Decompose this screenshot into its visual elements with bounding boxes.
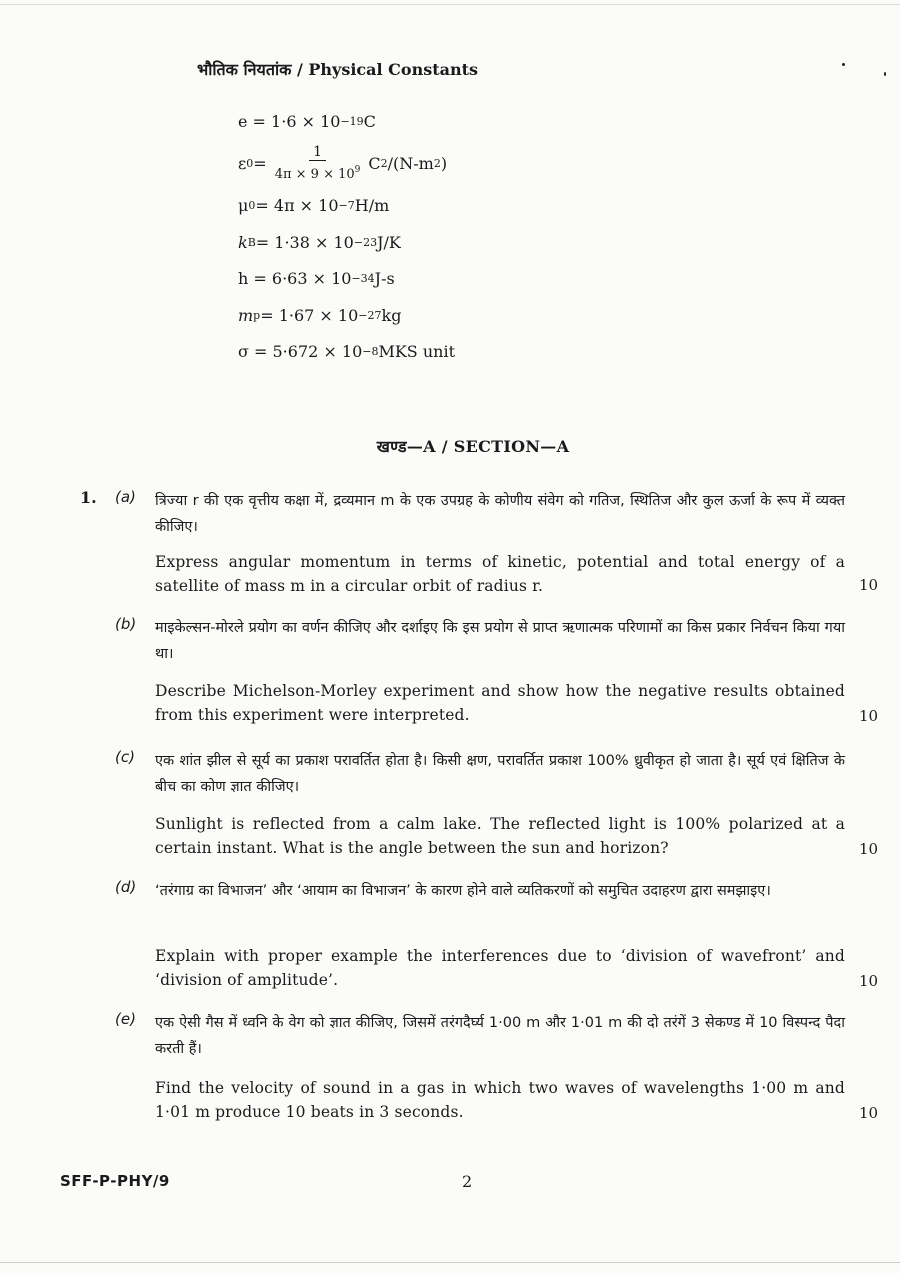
constant-permeability: μ 0 = 4π × 10 −7 H/m [238, 196, 390, 216]
constant-permittivity: ε 0 = $\frac{1}{4\pi \times 9 \times 10^9}$ C 2 /(N-m 2 ) [238, 143, 448, 182]
permittivity-fraction: $\frac{1}{4\pi \times 9 \times 10^9}$ [274, 143, 361, 182]
constants-list [238, 103, 455, 370]
constants-heading: भौतिक नियतांक / Physical Constants [197, 60, 478, 79]
part-marks: 10 [859, 840, 879, 858]
paper-code: SFF-P-PHY/9 [60, 1172, 170, 1190]
constant-boltzmann: k B = 1·38 × 10 −23 J/K [238, 232, 401, 252]
part-label: (e) [115, 1010, 136, 1028]
part-label: (d) [115, 878, 137, 896]
constant-stefan-boltzmann: σ = 5·672 × 10 −8 MKS unit [238, 342, 456, 362]
part-label: (b) [115, 615, 137, 633]
question-number: 1. [80, 488, 97, 507]
part-text-hindi: एक शांत झील से सूर्य का प्रकाश परावर्तित होता है। किसी क्षण, परावर्तित प्रकाश 100% ध्रुवीकृत हो जाता है। सूर्य एवं क्षितिज के बीच का कोण ज्ञात कीजिए। [155, 753, 845, 795]
part-marks: 10 [859, 1104, 879, 1122]
scan-edge-bottom [0, 1262, 900, 1263]
constant-electron-charge: e = 1·6 × 10 −19 C [238, 111, 376, 131]
part-marks: 10 [859, 707, 879, 725]
scan-speck [884, 72, 886, 76]
scan-edge-top [0, 4, 900, 5]
part-text-hindi: माइकेल्सन-मोरले प्रयोग का वर्णन कीजिए और दर्शाइए कि इस प्रयोग से प्राप्त ऋणात्मक परिणामों का किस प्रकार निर्वचन किया गया था। [155, 620, 845, 662]
constant-planck: h = 6·63 × 10 −34 J-s [238, 269, 395, 289]
part-label: (a) [115, 488, 136, 506]
part-text-english: Explain with proper example the interferences due to ‘division of wavefront’ and ‘division of amplitude’. [155, 947, 845, 989]
part-text-hindi: ‘तरंगाग्र का विभाजन’ और ‘आयाम का विभाजन’ के कारण होने वाले व्यतिकरणों को समुचित उदाहरण द्वारा समझाइए। [155, 883, 771, 899]
part-label: (c) [115, 748, 135, 766]
page-number: 2 [462, 1172, 473, 1191]
part-text-hindi: एक ऐसी गैस में ध्वनि के वेग को ज्ञात कीजिए, जिसमें तरंगदैर्घ्य 1·00 m और 1·01 m की दो तरंगें 3 सेकण्ड में 10 विस्पन्द पैदा करती हैं। [155, 1015, 845, 1057]
constant-proton-mass: m p = 1·67 × 10 −27 kg [238, 305, 402, 325]
part-marks: 10 [859, 576, 879, 594]
part-text-hindi: त्रिज्या r की एक वृत्तीय कक्षा में, द्रव्यमान m के एक उपग्रह के कोणीय संवेग को गतिज, स्थितिज और कुल ऊर्जा के रूप में व्यक्त कीजिए। [155, 493, 845, 535]
part-text-english: Express angular momentum in terms of kinetic, potential and total energy of a satellite of mass m in a circular orbit of radius r. [155, 553, 845, 595]
part-marks: 10 [859, 972, 879, 990]
part-text-english: Sunlight is reflected from a calm lake. The reflected light is 100% polarized at a certain instant. What is the angle between the sun and horizon? [155, 815, 845, 857]
part-text-english: Describe Michelson-Morley experiment and show how the negative results obtained from this experiment were interpreted. [155, 682, 845, 724]
part-text-english: Find the velocity of sound in a gas in which two waves of wavelengths 1·00 m and 1·01 m produce 10 beats in 3 seconds. [155, 1079, 845, 1121]
scan-speck [842, 63, 845, 66]
section-title: खण्ड—A / SECTION—A [376, 437, 570, 456]
